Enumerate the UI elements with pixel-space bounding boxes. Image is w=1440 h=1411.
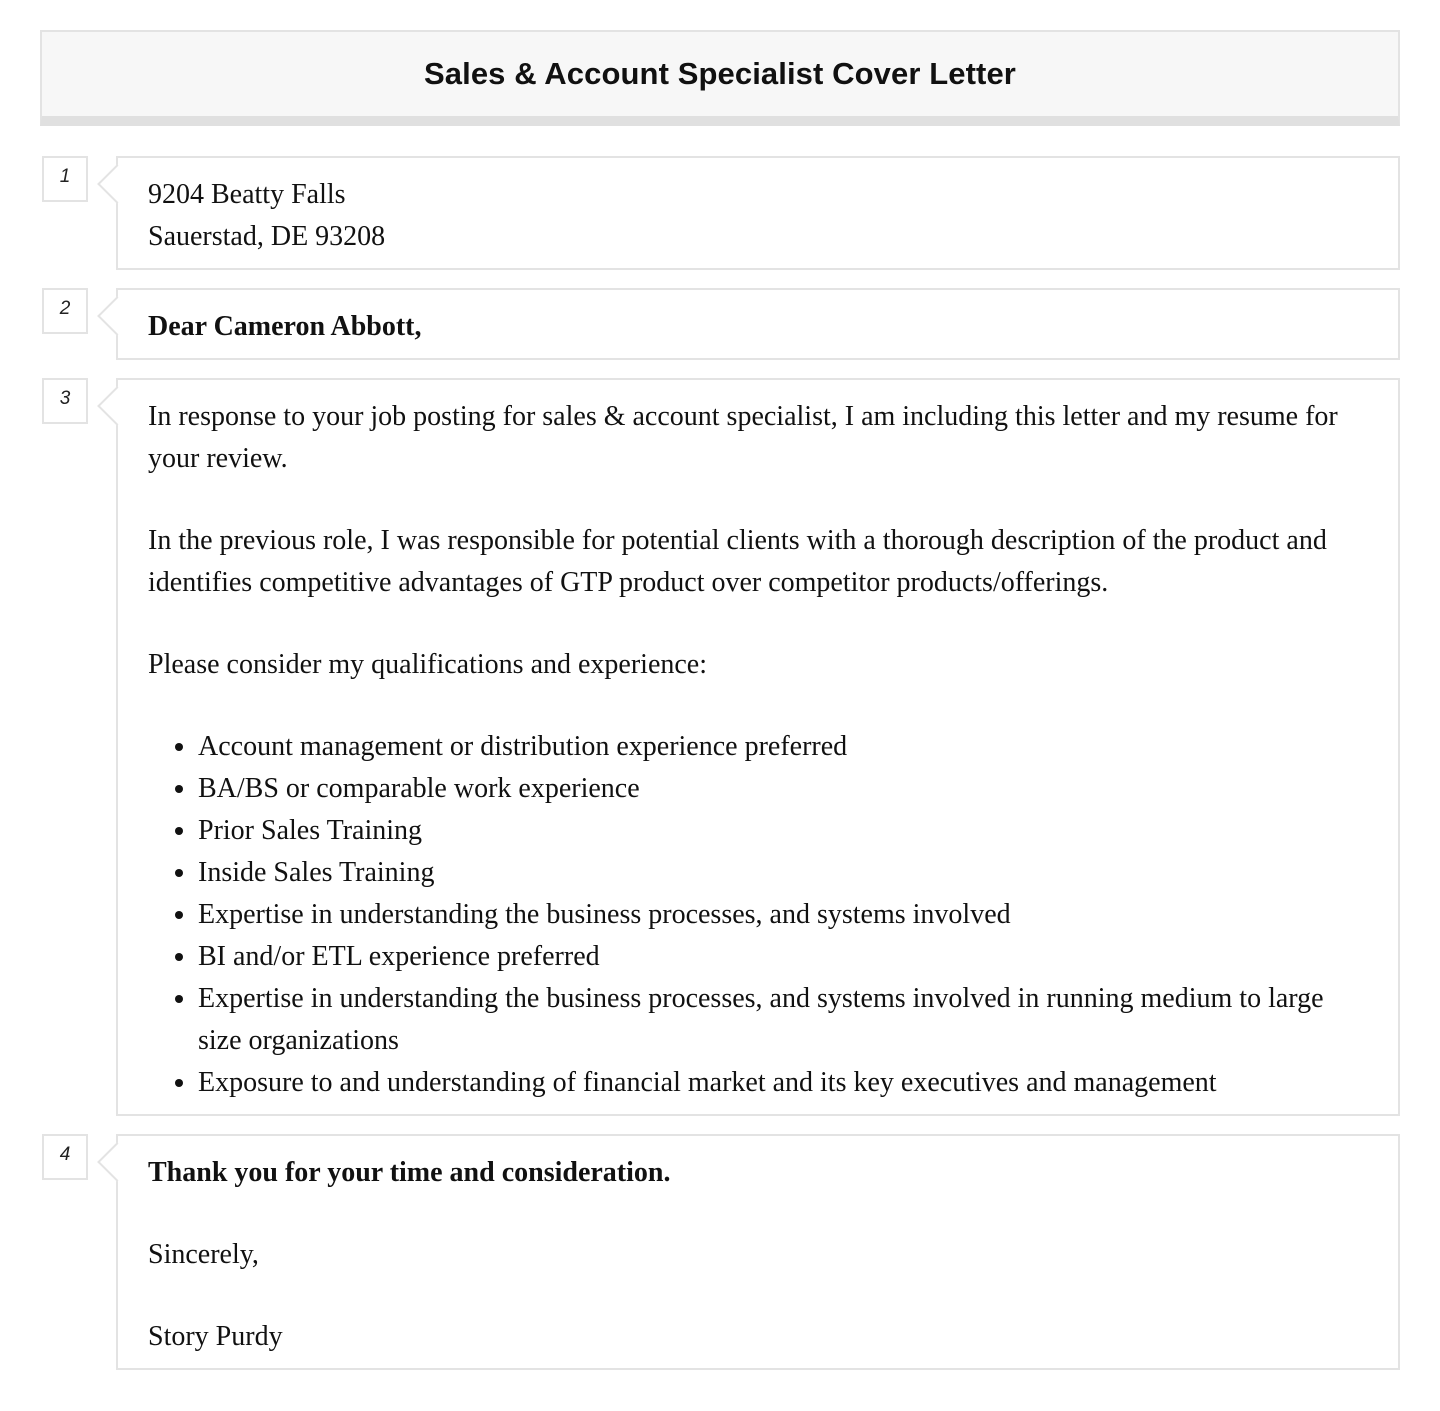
list-item: • Inside Sales Training bbox=[198, 852, 1368, 894]
letter-header bbox=[40, 30, 1400, 126]
list-item: • Expertise in understanding the business processes, and systems involved in running medium to large size organizations bbox=[198, 978, 1368, 1062]
qualifications-list bbox=[148, 726, 1368, 1104]
list-item: • Expertise in understanding the business processes, and systems involved bbox=[198, 894, 1368, 936]
list-item: • Account management or distribution experience preferred bbox=[198, 726, 1368, 768]
list-item: • Exposure to and understanding of financial market and its key executives and management bbox=[198, 1062, 1368, 1104]
list-item: • BA/BS or comparable work experience bbox=[198, 768, 1368, 810]
greeting-card bbox=[116, 288, 1400, 360]
list-item: • BI and/or ETL experience preferred bbox=[198, 936, 1368, 978]
section-number: 2 bbox=[42, 288, 88, 334]
thanks-line: Thank you for your time and consideration. bbox=[148, 1157, 671, 1188]
section-number: 3 bbox=[42, 378, 88, 424]
greeting: Dear Cameron Abbott, bbox=[148, 311, 422, 342]
section-number: 1 bbox=[42, 156, 88, 202]
address-card bbox=[116, 156, 1400, 270]
list-item: • Prior Sales Training bbox=[198, 810, 1368, 852]
intro-paragraph: In response to your job posting for sales & account specialist, I am including this letter and my resume for your review. bbox=[148, 401, 1338, 474]
qualifications-intro: Please consider my qualifications and experience: bbox=[148, 649, 708, 680]
closing-line: Sincerely, bbox=[148, 1239, 259, 1270]
body-card bbox=[116, 378, 1400, 1116]
page-title: Sales & Account Specialist Cover Letter bbox=[424, 56, 1016, 91]
section-number: 4 bbox=[42, 1134, 88, 1180]
signature: Story Purdy bbox=[148, 1321, 283, 1352]
experience-paragraph: In the previous role, I was responsible for potential clients with a thorough description of the product and identifies competitive advantages of GTP product over competitor products/offerings. bbox=[148, 525, 1327, 598]
address-line-2: Sauerstad, DE 93208 bbox=[148, 221, 386, 252]
closing-card bbox=[116, 1134, 1400, 1370]
address-line-1: 9204 Beatty Falls bbox=[148, 179, 346, 210]
